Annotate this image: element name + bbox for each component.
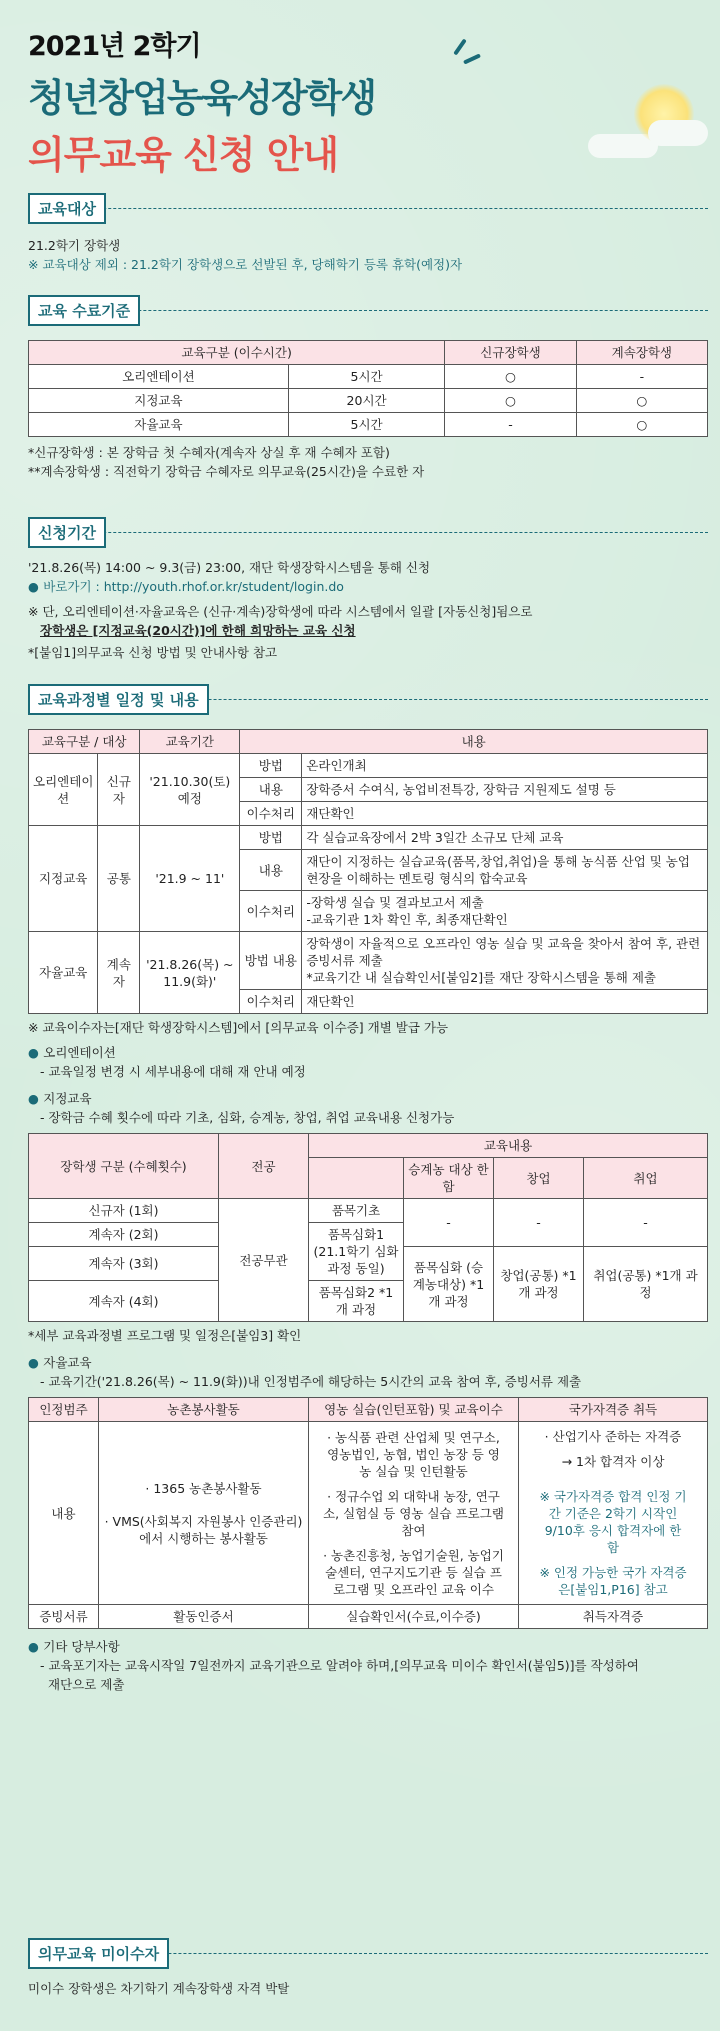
criteria-header: 교육구분 (이수시간) bbox=[29, 341, 445, 365]
section-title-schedule: 교육과정별 일정 및 내용 bbox=[28, 684, 209, 715]
orientation-info-line: - 교육일정 변경 시 세부내용에 대해 재 안내 예정 bbox=[40, 1064, 306, 1079]
section-target bbox=[28, 193, 708, 274]
table-row: 오리엔테이션 신규자 '21.10.30(토) 예정 방법 온라인개최 bbox=[29, 754, 708, 778]
incomplete-line: 미이수 장학생은 차기학기 계속장학생 자격 박탈 bbox=[28, 1981, 290, 1996]
table-row: 계속자 (3회) 품목심화 (승계농대상) *1개 과정 창업(공통) *1개 과정 취업(공통) *1개 과정 bbox=[29, 1247, 708, 1281]
criteria-table bbox=[28, 340, 708, 437]
period-link[interactable]: ● 바로가기 : http://youth.rhof.or.kr/student/login.do bbox=[28, 579, 344, 594]
table-row: 자율교육 계속자 '21.8.26(목) ~ 11.9(화)' 방법 내용 장학생이 자율적으로 오프라인 영농 실습 및 교육을 찾아서 참여 후, 관련 증빙서류 제출 *교육기간 내 실습확인서[붙임2]를 재단 장학시스템을 통해 제출 bbox=[29, 932, 708, 990]
section-title-incomplete: 의무교육 미이수자 bbox=[28, 1938, 169, 1969]
period-ref: *[붙임1]의무교육 신청 방법 및 안내사항 참고 bbox=[28, 645, 278, 660]
period-line1: '21.8.26(목) 14:00 ~ 9.3(금) 23:00, 재단 학생장학시스템을 통해 신청 bbox=[28, 560, 431, 575]
section-title-period: 신청기간 bbox=[28, 517, 106, 548]
period-note-a: ※ 단, 오리엔테이션·자율교육은 (신규·계속)장학생에 따라 시스템에서 일괄 [자동신청]됨으로 bbox=[28, 604, 533, 619]
section-criteria bbox=[28, 295, 708, 481]
section-period bbox=[28, 517, 708, 662]
designated-info: ● 지정교육 bbox=[28, 1091, 92, 1106]
designated-table: 장학생 구분 (수혜횟수) 전공 교육내용 승계농 대상 한함 창업 취업 신규자 (1회) 전공무관 품목기초 - - - 계속자 (2회) 품목심화1 (21.1학기 심화과정 동일) 계속자 (3회) 품목심화 (승계농대상) *1개 과정 창업(공통) *1개 과정 취업(공통) *1개 과정 계속자 (4회) 품목심화2 *1개 과정 bbox=[28, 1133, 708, 1322]
other-line1: - 교육포기자는 교육시작일 7일전까지 교육기관으로 알려야 하며,[의무교육 미이수 확인서(붙임5)]를 작성하여 bbox=[40, 1658, 639, 1673]
section-title-criteria: 교육 수료기준 bbox=[28, 295, 140, 326]
autonomous-info: ● 자율교육 bbox=[28, 1355, 92, 1370]
table-row: 이수처리 재단확인 bbox=[29, 802, 708, 826]
table-row: 내용 · 1365 농촌봉사활동 · VMS(사회복지 자원봉사 인증관리)에서 시행하는 봉사활동 · 농식품 관련 산업체 및 연구소, 영농법인, 농협, 법인 농장 등 영농 실습 및 인턴활동 · 정규수업 외 대학내 농장, 연구소, 실험실 등 영농 실습 프로그램 참여 · 농촌진흥청, 농업기술원, 농업기술센터, 연구지도기관 등 실습 프로그램 및 오프라인 교육 이수 · 산업기사 준하는 자격증 → 1차 합격자 이상 ※ 국가자격증 합격 인정 기간 기준은 2학기 시작인 9/10후 응시 합격자에 한함 ※ 인정 가능한 국가 자격증은[붙임1,P16] 참고 bbox=[29, 1422, 708, 1605]
table-row: 지정교육 공통 '21.9 ~ 11' 방법 각 실습교육장에서 2박 3일간 소규모 단체 교육 bbox=[29, 826, 708, 850]
table-row: 계속자 (2회) 품목심화1 (21.1학기 심화과정 동일) bbox=[29, 1223, 708, 1247]
section-title-target: 교육대상 bbox=[28, 193, 106, 224]
other-info: ● 기타 당부사항 bbox=[28, 1639, 120, 1654]
page-title-line2: 의무교육 신청 안내 bbox=[28, 133, 339, 177]
criteria-note1: *신규장학생 : 본 장학금 첫 수혜자(계속자 상실 후 재 수혜자 포함) bbox=[28, 445, 390, 460]
table-row: 내용 장학증서 수여식, 농업비전특강, 장학금 지원제도 설명 등 bbox=[29, 778, 708, 802]
table-row: 이수처리 -장학생 실습 및 결과보고서 제출 -교육기관 1차 확인 후, 최종재단확인 bbox=[29, 891, 708, 932]
table-row: 오리엔테이션 5시간 ○ - bbox=[29, 365, 708, 389]
page-header bbox=[28, 24, 708, 177]
criteria-header: 신규장학생 bbox=[445, 341, 576, 365]
schedule-table: 교육구분 / 대상 교육기간 내용 오리엔테이션 신규자 '21.10.30(토) 예정 방법 온라인개최 내용 장학증서 수여식, 농업비전특강, 장학금 지원제도 설명 등 이수처리 재단확인 지정교육 공통 '21.9 ~ 11' 방법 각 실습교육장에서 2박 3일간 소규모 단체 교육 내용 재단이 지정하는 실습교육(품목,창업,취업)을 통해 농식품 산업 및 농업 현장을 이해하는 멘토링 형식의 합숙교육 이수처리 -장학생 실습 및 결과보고서 제출 -교육기관 1차 확인 후, 최종재단확인 자율교육 계속자 '21.8.26(목) ~ 11.9(화)' 방법 내용 장학생이 자율적으로 오프라인 영농 실습 및 교육을 찾아서 참여 후, 관련 증빙서류 제출 *교육기간 내 실습확인서[붙임2]를 재단 장학시스템을 통해 제출 이수처리 재단확인 bbox=[28, 729, 708, 1014]
semester-label: 2021년 2학기 bbox=[28, 31, 201, 62]
schedule-note: ※ 교육이수자는[재단 학생장학시스템]에서 [의무교육 이수증] 개별 발급 가능 bbox=[28, 1020, 449, 1035]
criteria-header: 계속장학생 bbox=[576, 341, 707, 365]
page-title-line1: 청년창업농육성장학생 bbox=[28, 76, 376, 120]
table-row: 신규자 (1회) 전공무관 품목기초 - - - bbox=[29, 1199, 708, 1223]
table-row: 내용 재단이 지정하는 실습교육(품목,창업,취업)을 통해 농식품 산업 및 농업 현장을 이해하는 멘토링 형식의 합숙교육 bbox=[29, 850, 708, 891]
table-row: 이수처리 재단확인 bbox=[29, 990, 708, 1014]
table-row: 자율교육 5시간 - ○ bbox=[29, 413, 708, 437]
table-row: 계속자 (4회) 품목심화2 *1개 과정 bbox=[29, 1281, 708, 1322]
period-note-b: 장학생은 [지정교육(20시간)]에 한해 희망하는 교육 신청 bbox=[40, 623, 356, 638]
other-line2: 재단으로 제출 bbox=[48, 1677, 125, 1692]
target-line1: 21.2학기 장학생 bbox=[28, 238, 121, 253]
section-incomplete bbox=[28, 1938, 708, 1998]
autonomous-table: 인정범주 농촌봉사활동 영농 실습(인턴포함) 및 교육이수 국가자격증 취득 내용 · 1365 농촌봉사활동 · VMS(사회복지 자원봉사 인증관리)에서 시행하는 봉사활동 · 농식품 관련 산업체 및 연구소, 영농법인, 농협, 법인 농장 등 영농 실습 및 인턴활동 · 정규수업 외 대학내 농장, 연구소, 실험실 등 영농 실습 프로그램 참여 · 농촌진흥청, 농업기술원, 농업기술센터, 연구지도기관 등 실습 프로그램 및 오프라인 교육 이수 · 산업기사 준하는 자격증 → 1차 합격자 이상 ※ 국가자격증 합격 인정 기간 기준은 2학기 시작인 9/10후 응시 합격자에 한함 ※ 인정 가능한 국가 자격증은[붙임1,P16] 참고 증빙서류 활동인증서 실습확인서(수료,이수증) 취득자격증 bbox=[28, 1397, 708, 1629]
orientation-info: ● 오리엔테이션 bbox=[28, 1045, 116, 1060]
cloud-icon bbox=[648, 120, 708, 146]
table-row: 지정교육 20시간 ○ ○ bbox=[29, 389, 708, 413]
section-schedule bbox=[28, 684, 708, 1694]
designated-note: *세부 교육과정별 프로그램 및 일정은[붙임3] 확인 bbox=[28, 1328, 302, 1343]
table-row: 증빙서류 활동인증서 실습확인서(수료,이수증) 취득자격증 bbox=[29, 1605, 708, 1629]
target-exclusion-note: ※ 교육대상 제외 : 21.2학기 장학생으로 선발된 후, 당해학기 등록 휴학(예정)자 bbox=[28, 257, 463, 272]
autonomous-info-line: - 교육기간('21.8.26(목) ~ 11.9(화))내 인정범주에 해당하는 5시간의 교육 참여 후, 증빙서류 제출 bbox=[40, 1374, 582, 1389]
designated-info-line: - 장학금 수혜 횟수에 따라 기초, 심화, 승계농, 창업, 취업 교육내용 신청가능 bbox=[40, 1110, 455, 1125]
criteria-note2: **계속장학생 : 직전학기 장학금 수혜자로 의무교육(25시간)을 수료한 자 bbox=[28, 464, 425, 479]
